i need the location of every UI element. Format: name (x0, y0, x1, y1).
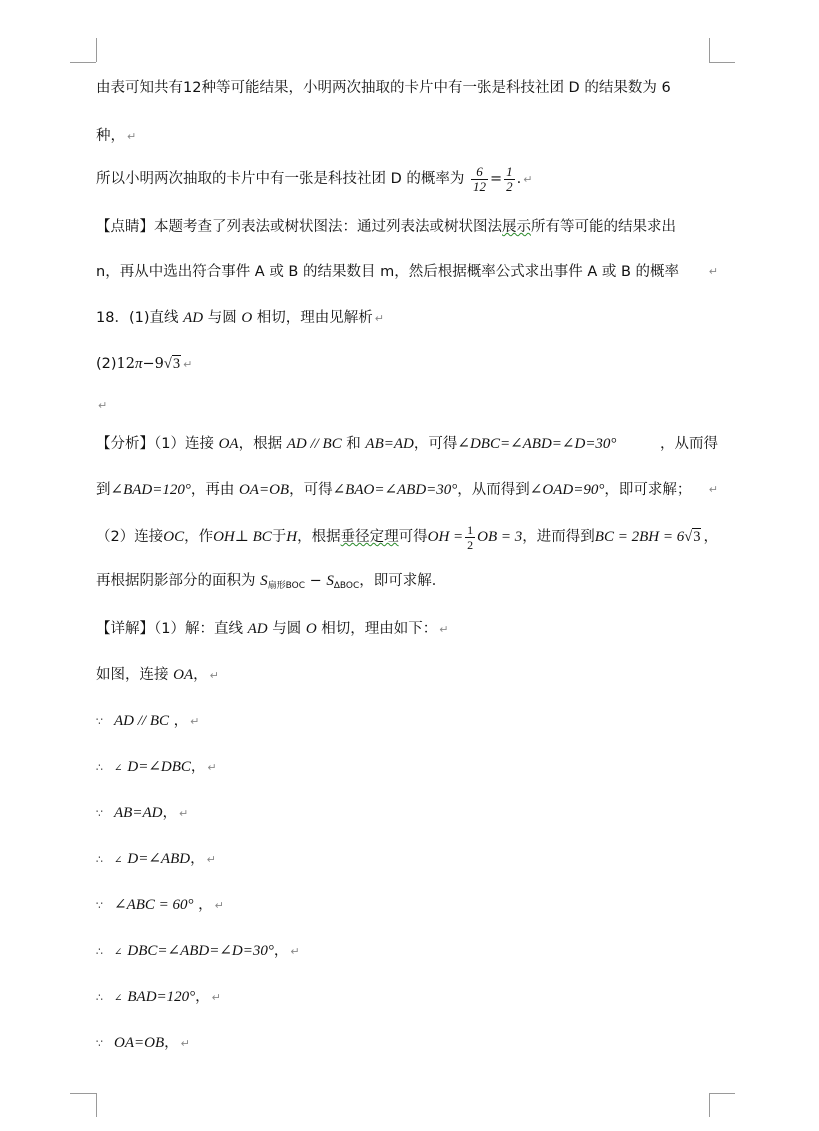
paragraph-result-count: 由表可知共有12种等可能结果，小明两次抽取的卡片中有一张是科技社团 D 的结果数为 6 (96, 80, 671, 96)
fraction-6-12: $\frac{6}{12}$ (473, 163, 486, 194)
paragraph-dianjing: 【点睛】 本题考查了列表法或树状图法：通过列表法或树状图法展示所有等可能的结果求出 (96, 219, 676, 235)
sqrt-3: √3 (684, 529, 701, 545)
crop-mark-top-right (709, 38, 710, 62)
proof-step-5: ∵ ∠ABC = 60° ， ↵ (96, 897, 224, 913)
proof-step-6: ∴ ∠ DBC=∠ABD=∠D=30°， ↵ (96, 943, 300, 959)
paragraph-fenxi-4: 再根据阴影部分的面积为 $S_{扇形BOC} - S_{\Delta BOC}$，即可求解． (96, 573, 447, 591)
sqrt-3: √3 (163, 356, 181, 372)
fraction-1-2: $\frac{1}{2}$ (506, 163, 513, 194)
crop-mark-bottom-left (70, 1093, 96, 1094)
crop-mark-top-left (96, 38, 97, 62)
fraction-1-2: $\frac{1}{2}$ (467, 522, 474, 552)
paragraph-fenxi-1: 【分析】（1）连接 OA，根据 AD // BC 和 AB=AD，可得∠DBC=∠ABD=∠D=30° ，从而得 (96, 436, 718, 452)
proof-step-1: ∵ AD // BC ， ↵ (96, 713, 200, 729)
xiangjie-tag: 【详解】 (96, 621, 154, 637)
blank-line: ↵ (98, 399, 108, 412)
proof-step-4: ∴ ∠ D=∠ABD， ↵ (96, 851, 216, 867)
proof-step-8: ∵ OA=OB， ↵ (96, 1035, 190, 1051)
answer-18-part2: (2)12π−9√3 ↵ (96, 356, 193, 372)
paragraph-result-count-cont: 种， ↵ (96, 128, 137, 144)
paragraph-probability: 所以小明两次抽取的卡片中有一张是科技社团 D 的概率为 $\frac{6}{12}$ = $\frac{1}{2}$ . ↵ (96, 163, 533, 194)
answer-18-part1: 18．(1)直线 AD 与圆 O 相切，理由见解析 ↵ (96, 310, 384, 326)
paragraph-fenxi-3: （2）连接OC，作OH⊥ BC于H，根据垂径定理可得OH = $\frac{1}{2}$ OB = 3，进而得到BC = 2BH = 6√3 ， (96, 522, 718, 552)
dianjing-tag: 【点睛】 (96, 219, 154, 235)
crop-mark-bottom-right (709, 1093, 710, 1117)
fenxi-tag: 【分析】 (96, 436, 154, 452)
proof-step-7: ∴ ∠ BAD=120°， ↵ (96, 989, 221, 1005)
crop-mark-bottom-left (96, 1093, 97, 1117)
proof-step-2: ∴ ∠ D=∠DBC， ↵ (96, 759, 217, 775)
proof-step-3: ∵ AB=AD， ↵ (96, 805, 189, 821)
paragraph-xiangjie-2: 如图，连接 OA， ↵ (96, 667, 219, 683)
crop-mark-bottom-right (709, 1093, 735, 1094)
paragraph-fenxi-2: 到∠BAD=120°，再由 OA=OB，可得∠BAO=∠ABD=30°，从而得到∠OAD=90°，即可求解； ↵ (96, 482, 718, 498)
paragraph-dianjing-cont: n，再从中选出符合事件 A 或 B 的结果数目 m，然后根据概率公式求出事件 A 或 B 的概率 ↵ (96, 264, 718, 280)
paragraph-xiangjie-1: 【详解】（1）解：直线 AD 与圆 O 相切，理由如下： ↵ (96, 621, 449, 637)
crop-mark-top-left (70, 62, 96, 63)
crop-mark-top-right (709, 62, 735, 63)
